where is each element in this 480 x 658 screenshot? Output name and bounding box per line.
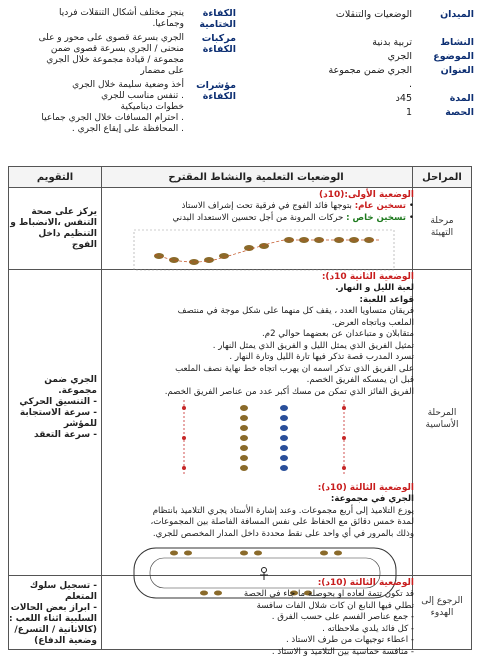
final-competence-label: الكفاءة الختامية — [184, 8, 236, 30]
competence-components-label: مركبات الكفاءة — [184, 33, 236, 77]
title-value: الجري ضمن مجموعة . — [324, 64, 412, 92]
situation-line: لمدة خمس دقائق مع الحفاظ على نفس المسافة الفاصلة بين المجموعات، — [102, 517, 414, 529]
final-competence — [6, 8, 236, 30]
line-text: بتوجها فائد الفوج في فرقية تحت إشراف الاستاذ — [182, 201, 352, 211]
duration-row — [324, 92, 474, 106]
stage-cooldown — [413, 595, 471, 619]
situation-title: الوضعية الأولى:(10د) — [102, 189, 414, 201]
topic-row — [324, 50, 474, 64]
line-label: تسخين عام: — [355, 201, 406, 211]
final-competence-line: وجماعيا. — [6, 19, 184, 30]
col-stages-header: المراحل — [413, 167, 471, 188]
evaluation-line: وضعية الدفاع) — [9, 636, 97, 647]
evaluation-line: (كالانانية / التسرع/ — [9, 625, 97, 636]
component-line: على مضمار — [6, 66, 184, 77]
topic-value: الجري — [324, 50, 412, 64]
col-situations-header: الوضعيات التعلمية والنشاط المقترح — [100, 167, 412, 188]
evaluation-line: مجموعة. — [9, 386, 97, 397]
situation-subtitle: الجري في مجموعة: — [102, 494, 414, 506]
competence-indicators-label: مؤشرات الكفاءة — [184, 80, 236, 135]
session-value: 1 — [324, 106, 412, 120]
rule-line: الملعب وباتجاه العرض. — [102, 318, 414, 330]
situation-line: يوزع التلاميذ إلى أربع مجموعات. وعند إشارة الأستاذ يجري التلاميذ بانتظام — [102, 506, 414, 518]
line-text: حركات المرونة من أجل تحسين الاستعداد البدني — [173, 213, 344, 223]
indicator-line: . احترام المسافات خلال الجري جماعيا — [6, 113, 184, 124]
col-evaluation-header: التقويم — [9, 167, 101, 188]
field-label: الميدان — [412, 8, 474, 22]
indicator-line: . تنفس مناسب للجري — [6, 91, 184, 102]
situation-cooldown — [102, 577, 414, 658]
final-competence-line: ينجز مختلف أشكال التنقلات فرديا — [6, 8, 184, 19]
situation-line: تطلي فيها النابع ان كات شلال الفات سافسة — [102, 601, 414, 613]
evaluation-line: للمؤشر — [9, 419, 97, 430]
evaluation-line: التنفس ،الانضباط و — [9, 218, 97, 229]
situation-line: وذلك بالمرور في أي واحد على نقط محددة داخل المدار المخصص للجري. — [102, 529, 414, 541]
component-line: مجموعة / قيادة مجموعة خلال الجري — [6, 55, 184, 66]
situation-line: - منافسة حماسية بين التلاميذ و الاستاذ . — [102, 647, 414, 658]
evaluation-line: - تسجيل سلوك المتعلم — [9, 581, 97, 603]
warmup-diagram — [114, 226, 414, 276]
rule-line: الفريق الفائز الذي تمكن من مسك أكبر عدد من عناصر الفريق الخصم. — [102, 387, 414, 399]
rules-label: قواعد اللعبة: — [102, 295, 414, 307]
activity-row — [324, 36, 474, 50]
evaluation-line: التنظيم داخل — [9, 229, 97, 240]
situation-main — [102, 271, 414, 608]
topic-label: الموضوع — [412, 50, 474, 64]
stage-line: التهيئة — [413, 227, 471, 239]
stage-line: الهدوء — [413, 607, 471, 619]
situation-line: - كل فائد يلدي ملاحظاته . — [102, 624, 414, 636]
evaluation-cooldown — [9, 581, 101, 647]
component-line: منحنى / الجري بسرعة قصوى ضمن — [6, 44, 184, 55]
field-value: الوضعيات والتنقلات — [324, 8, 412, 22]
rule-line: تمثيل الفريق الذي يمثل الليل و الفريق الذي يمثل النهار . — [102, 341, 414, 353]
situation-line: قد تكون تتمة لعاده او بحوصلة ما جاء في الحصة — [102, 589, 414, 601]
rule-line: على الفريق الذي تذكر اسمه ان يهرب اتجاه خط نهاية نصف الملعب — [102, 364, 414, 376]
lesson-info — [324, 8, 474, 120]
competence-indicators — [6, 80, 236, 135]
rule-line: تسرد المدرب قصة تذكر فيها تارة الليل وتارة النهار . — [102, 352, 414, 364]
situation-title: الوضعية الثالثة (10د): — [102, 482, 414, 494]
situation-warmup — [102, 189, 414, 280]
activity-value: تربية بدنية — [324, 36, 412, 50]
duration-value: 45د — [324, 92, 412, 106]
evaluation-warmup — [9, 207, 101, 251]
situation-title: الوضعية الثالثة (10د): — [102, 577, 414, 589]
session-label: الحصة — [412, 106, 474, 120]
title-row — [324, 64, 474, 92]
indicator-line: خطوات ديناميكية — [6, 102, 184, 113]
situation-line: - اعطاء توجيهات من طرف الاستاذ . — [102, 635, 414, 647]
indicator-line: أخذ وضعية سليمة خلال الجري — [6, 80, 184, 91]
stage-line: الأساسية — [413, 419, 471, 431]
stage-warmup — [413, 215, 471, 239]
rule-line: فريقان متساويا العدد ، يقف كل منهما على شكل موجة في منتصف — [102, 306, 414, 318]
evaluation-line: السلبية اثناء اللعب : — [9, 614, 97, 625]
situation-line: - جمع عناصر الفسم على حسب الفرق . — [102, 612, 414, 624]
stage-line: الرجوع إلى — [413, 595, 471, 607]
evaluation-line: - سرعة التعقد — [9, 430, 97, 441]
game-title: لعبة الليل و النهار. — [102, 283, 414, 295]
stage-line: مرحلة — [413, 215, 471, 227]
evaluation-line: الفوج — [9, 240, 97, 251]
lesson-header — [0, 0, 480, 160]
evaluation-line: يركز على صحة — [9, 207, 97, 218]
stage-line: المرحلة — [413, 407, 471, 419]
session-row — [324, 106, 474, 120]
day-night-diagram — [114, 398, 414, 476]
evaluation-line: - ابراز بعض الحالات — [9, 603, 97, 614]
duration-label: المدة — [412, 92, 474, 106]
component-line: الجري بسرعة قصوى على محور و على — [6, 33, 184, 44]
lesson-table — [8, 166, 472, 650]
indicator-line: . المحافظة على إيقاع الجري . — [6, 124, 184, 135]
competence-info — [6, 8, 236, 138]
line-label: تسخين خاص : — [346, 213, 406, 223]
evaluation-line: - سرعة الاستجابة — [9, 408, 97, 419]
evaluation-main — [9, 375, 101, 441]
evaluation-line: الجري ضمن — [9, 375, 97, 386]
activity-label: النشاط — [412, 36, 474, 50]
rule-line: قبل ان يمسكه الفريق الخصم. — [102, 375, 414, 387]
competence-components — [6, 33, 236, 77]
title-label: العنوان — [412, 64, 474, 92]
field-row — [324, 8, 474, 22]
evaluation-line: - التنسيق الحركي — [9, 397, 97, 408]
rule-line: متقابلان و متباعدان عن بعضهما حوالي 2م. — [102, 329, 414, 341]
situation-title: الوضعية الثانية 10د): — [102, 271, 414, 283]
stage-main — [413, 407, 471, 431]
